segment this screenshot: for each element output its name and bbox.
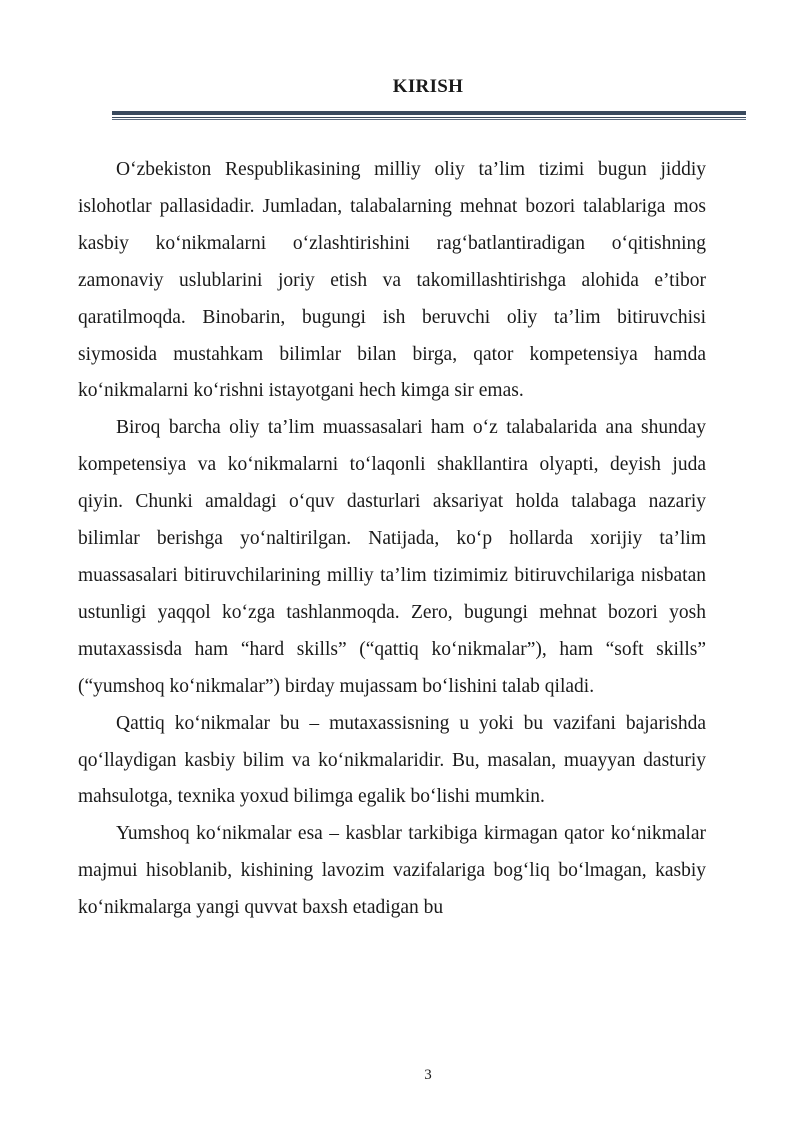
page-title: KIRISH	[392, 76, 464, 97]
page-number: 3	[424, 1067, 432, 1083]
paragraph: Qattiq ko‘nikmalar bu – mutaxassisning u yoki bu vazifani bajarishda qo‘llaydigan kasbiy bilim va ko‘nikmalaridir. Bu, masalan, muayyan dasturiy mahsulotga, texnika yoxud bilimga egalik bo‘lishi mumkin.	[78, 712, 706, 808]
document-body	[78, 152, 706, 927]
paragraph: Biroq barcha oliy ta’lim muassasalari ham o‘z talabalarida ana shunday kompetensiya va ko‘nikmalarni to‘laqonli shakllantira olyapti, deyish juda qiyin. Chunki amaldagi o‘quv dasturlari aksariyat holda talabaga nazariy bilimlar berishga yo‘naltirilgan. Natijada, ko‘p hollarda xorijiy ta’lim muassasalari bitiruvchilarining milliy ta’lim tizimimiz bitiruvchilariga nisbatan ustunligi yaqqol ko‘zga tashlanmoqda. Zero, bugungi mehnat bozori yosh mutaxassisda ham “hard skills” (“qattiq ko‘nikmalar”), ham “soft skills” (“yumshoq ko‘nikmalar”) birday mujassam bo‘lishini talab qiladi.	[78, 417, 706, 697]
paragraph: O‘zbekiston Respublikasining milliy oliy ta’lim tizimi bugun jiddiy islohotlar pallasidadir. Jumladan, talabalarning mehnat bozori talablariga mos kasbiy ko‘nikmalarni o‘zlashtirishini rag‘batlantiradigan o‘qitishning zamonaviy uslublarini joriy etish va takomillashtirishga alohida e’tibor qaratilmoqda. Binobarin, bugungi ish beruvchi oliy ta’lim bitiruvchisi siymosida mustahkam bilimlar bilan birga, qator kompetensiya hamda ko‘nikmalarni ko‘rishni istayotgani hech kimga sir emas.	[78, 159, 706, 402]
heading-divider	[112, 111, 746, 120]
paragraph: Yumshoq ko‘nikmalar esa – kasblar tarkibiga kirmagan qator ko‘nikmalar majmui hisoblanib, kishining lavozim vazifalariga bog‘liq bo‘lmagan, kasbiy ko‘nikmalarga yangi quvvat baxsh etadigan bu	[78, 823, 706, 919]
